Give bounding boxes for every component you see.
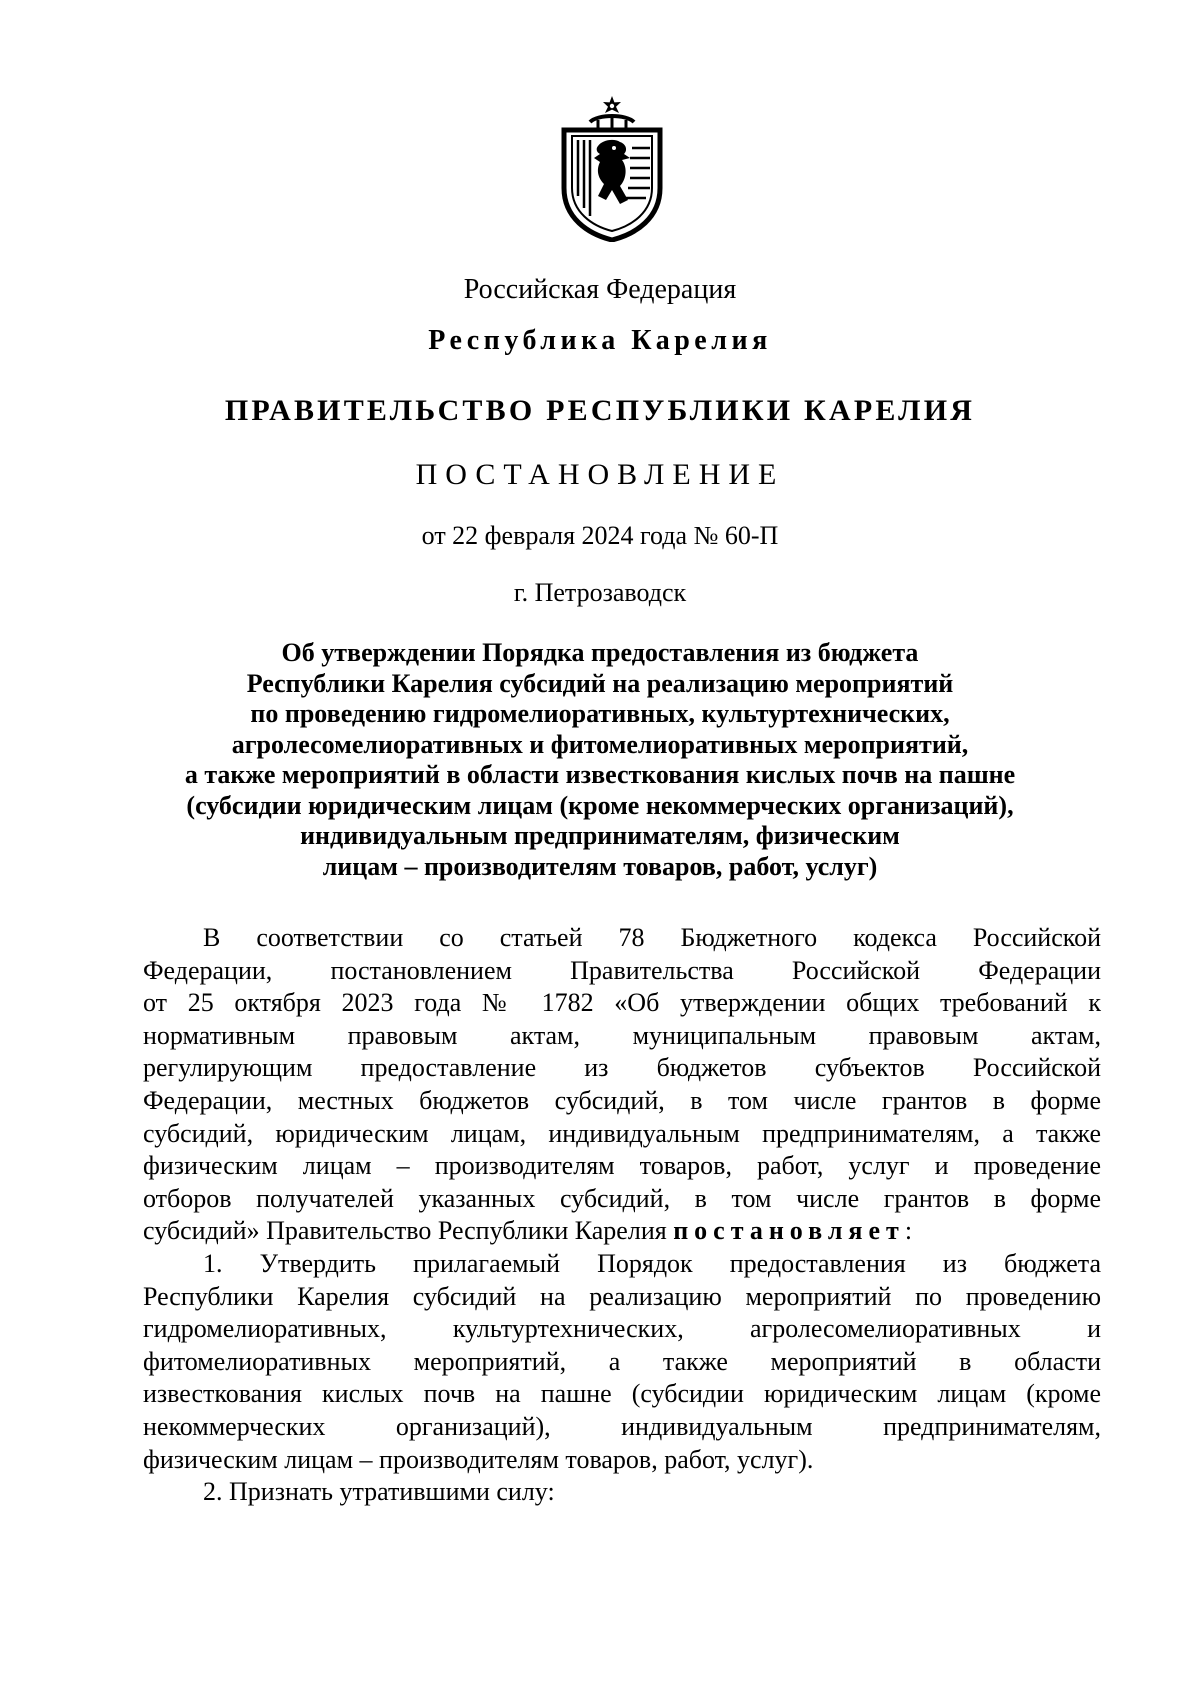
item1-line: некоммерческих организаций), индивидуальным предпринимателям, <box>143 1411 1101 1441</box>
title-line: по проведению гидромелиоративных, культуртехнических, <box>250 699 950 728</box>
item1-line: 1. Утвердить прилагаемый Порядок предоставления из бюджета <box>203 1248 1101 1278</box>
item2-line: 2. Признать утратившими силу: <box>203 1477 555 1507</box>
decree-colon: : <box>904 1216 913 1246</box>
decree-word: постановляет <box>673 1216 905 1246</box>
title-line: агролесомелиоративных и фитомелиоративных мероприятий, <box>231 729 969 759</box>
document-type: ПОСТАНОВЛЕНИЕ <box>415 458 785 491</box>
preamble-line: от 25 октября 2023 года № 1782 «Об утверждении общих требований к <box>143 988 1101 1018</box>
item1-line: физическим лицам – производителям товаров, работ, услуг). <box>143 1444 814 1474</box>
preamble-last-line <box>143 1215 1101 1248</box>
title-line: Республики Карелия субсидий на реализацию мероприятий <box>246 668 954 698</box>
title-line: Об утверждении Порядка предоставления из бюджета <box>281 638 919 667</box>
republic-name: Республика Карелия <box>428 325 772 356</box>
document-body <box>143 922 1101 1509</box>
preamble-line: отборов получателей указанных субсидий, в том числе грантов в форме <box>143 1183 1101 1213</box>
preamble-line: Федерации, постановлением Правительства Российской Федерации <box>143 955 1101 985</box>
document-date-number: от 22 февраля 2024 года № 60-П <box>421 521 779 550</box>
preamble-line: нормативным правовым актам, муниципальным правовым актам, <box>143 1020 1101 1050</box>
government-name: ПРАВИТЕЛЬСТВО РЕСПУБЛИКИ КАРЕЛИЯ <box>224 394 976 427</box>
country-name: Российская Федерация <box>463 274 737 305</box>
preamble-last-text: субсидий» Правительство Республики Карелия <box>143 1216 674 1246</box>
title-line: индивидуальным предпринимателям, физическим <box>300 821 900 850</box>
item1-line: известкования кислых почв на пашне (субсидии юридическим лицам (кроме <box>143 1379 1101 1409</box>
title-line: (субсидии юридическим лицам (кроме некоммерческих организаций), <box>186 790 1014 820</box>
item1-line: Республики Карелия субсидий на реализацию мероприятий по проведению <box>143 1281 1101 1311</box>
preamble-line: В соответствии со статьей 78 Бюджетного кодекса Российской <box>203 923 1101 952</box>
preamble-line: субсидий, юридическим лицам, индивидуальным предпринимателям, а также <box>143 1118 1101 1148</box>
preamble-line: Федерации, местных бюджетов субсидий, в том числе грантов в форме <box>143 1085 1101 1115</box>
preamble-line: регулирующим предоставление из бюджетов субъектов Российской <box>143 1053 1101 1083</box>
document-city: г. Петрозаводск <box>513 578 687 607</box>
item1-line: гидромелиоративных, культуртехнических, агролесомелиоративных и <box>143 1314 1101 1344</box>
title-line: лицам – производителям товаров, работ, услуг) <box>322 851 878 881</box>
item1-line: фитомелиоративных мероприятий, а также мероприятий в области <box>143 1346 1101 1376</box>
title-line: а также мероприятий в области известкования кислых почв на пашне <box>184 760 1016 789</box>
document-title <box>0 638 1200 882</box>
preamble-line: физическим лицам – производителям товаров, работ, услуг и проведение <box>143 1151 1101 1181</box>
karelia-coat-of-arms-icon <box>558 96 666 242</box>
